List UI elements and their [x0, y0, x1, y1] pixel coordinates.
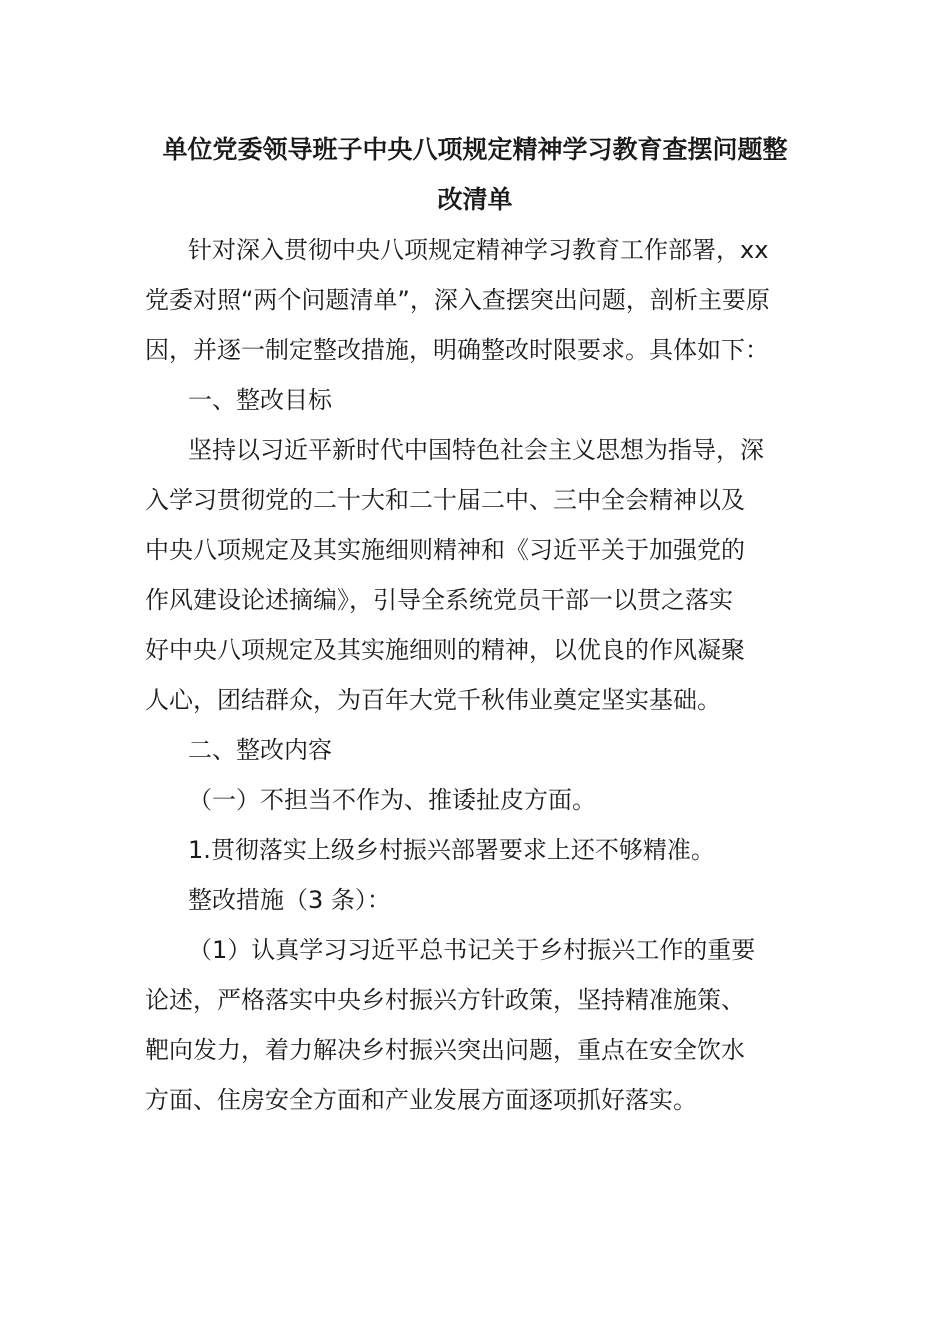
measure-paragraph-line: （1）认真学习习近平总书记关于乡村振兴工作的重要 [188, 936, 756, 964]
document-title-line-1: 单位党委领导班子中央八项规定精神学习教育查摆问题整 [162, 135, 788, 164]
issue-item-1: 1.贯彻落实上级乡村振兴部署要求上还不够精准。 [188, 836, 715, 864]
intro-paragraph-line: 因，并逐一制定整改措施，明确整改时限要求。具体如下： [145, 336, 769, 364]
measures-label: 整改措施（3 条）： [188, 886, 391, 914]
intro-paragraph-line: 党委对照“两个问题清单”，深入查摆突出问题，剖析主要原 [145, 286, 770, 314]
goals-paragraph-line: 坚持以习近平新时代中国特色社会主义思想为指导，深 [188, 436, 764, 464]
intro-paragraph-line: 针对深入贯彻中央八项规定精神学习教育工作部署，xx [188, 236, 769, 264]
goals-paragraph-line: 中央八项规定及其实施细则精神和《习近平关于加强党的 [145, 536, 745, 564]
goals-paragraph-line: 入学习贯彻党的二十大和二十届二中、三中全会精神以及 [145, 486, 745, 514]
subsection-heading: （一）不担当不作为、推诿扯皮方面。 [188, 786, 596, 814]
section-heading-content: 二、整改内容 [188, 736, 332, 764]
section-heading-goals: 一、整改目标 [188, 386, 332, 414]
goals-paragraph-line: 人心，团结群众，为百年大党千秋伟业奠定坚实基础。 [145, 686, 721, 714]
measure-paragraph-line: 方面、住房安全方面和产业发展方面逐项抓好落实。 [145, 1086, 697, 1114]
goals-paragraph-line: 作风建设论述摘编》，引导全系统党员干部一以贯之落实 [145, 586, 733, 614]
measure-paragraph-line: 论述，严格落实中央乡村振兴方针政策，坚持精准施策、 [145, 986, 745, 1014]
measure-paragraph-line: 靶向发力，着力解决乡村振兴突出问题，重点在安全饮水 [145, 1036, 745, 1064]
goals-paragraph-line: 好中央八项规定及其实施细则的精神，以优良的作风凝聚 [145, 636, 745, 664]
document-title-line-2: 改清单 [437, 185, 513, 214]
